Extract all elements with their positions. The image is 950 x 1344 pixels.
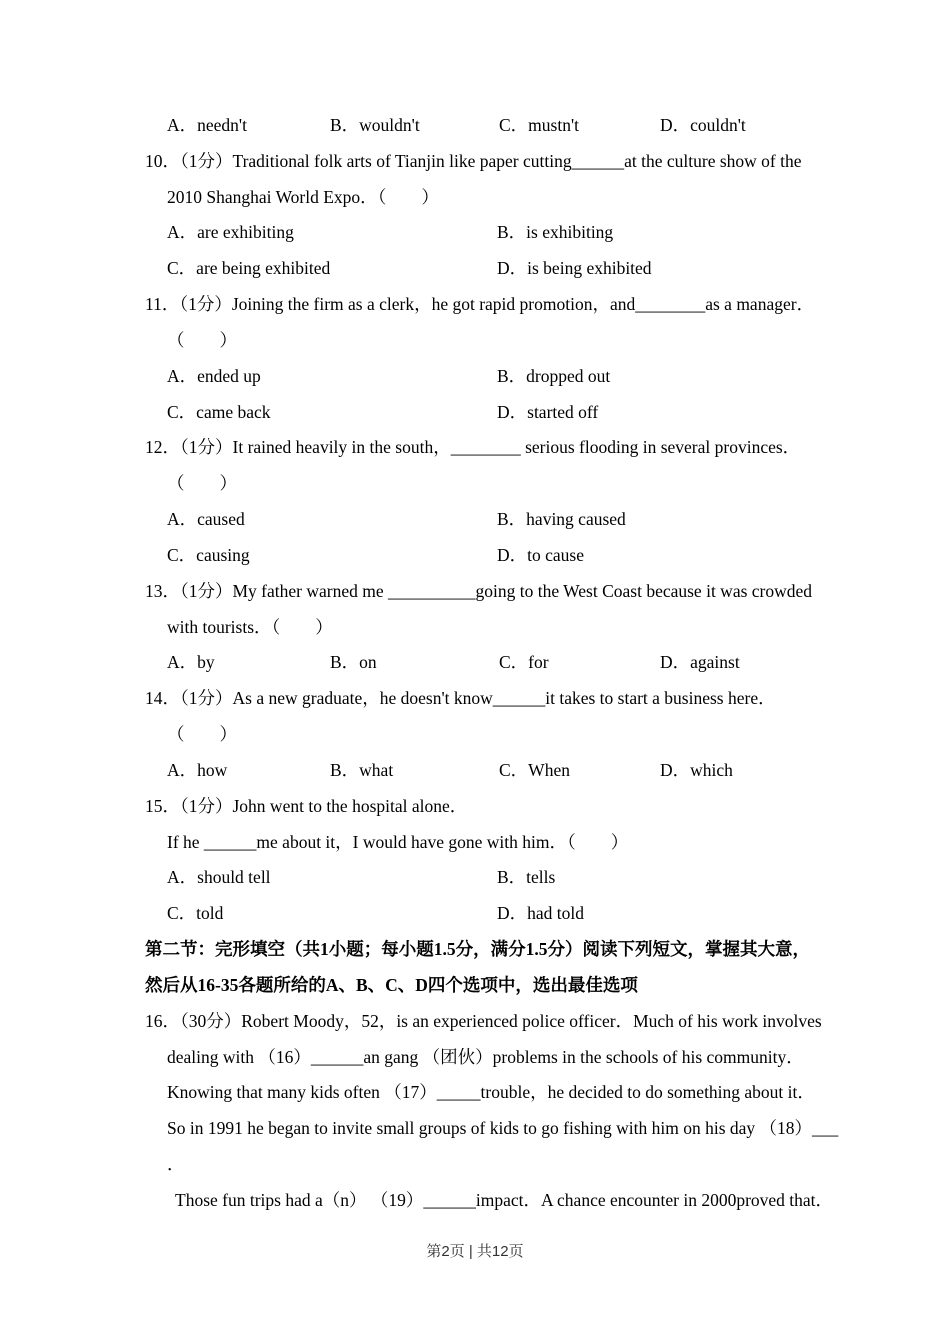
- question-text-line: 12．（1分）It rained heavily in the south，________ serious flooding in several provinces．: [145, 437, 801, 458]
- section-header-line: 然后从16-35各题所给的A、B、C、D四个选项中，选出最佳选项: [145, 974, 638, 995]
- answer-option: D．is being exhibited: [497, 258, 652, 279]
- question-text-line: （ ）: [167, 473, 237, 494]
- answer-option: B．on: [330, 652, 377, 673]
- answer-option: A．should tell: [167, 867, 271, 888]
- options-row: [0, 645, 950, 681]
- answer-option: C．causing: [167, 544, 250, 565]
- question-text-line: If he ______me about it，I would have gone with him．（ ）: [167, 831, 629, 852]
- question-text-line: Knowing that many kids often （17）_____trouble，he decided to do something about it．: [167, 1082, 815, 1103]
- answer-option: B．is exhibiting: [497, 222, 614, 243]
- question-text-line: So in 1991 he began to invite small groups of kids to go fishing with him on his day （18）___: [167, 1118, 839, 1139]
- answer-option: A．by: [167, 652, 215, 673]
- question-text-line: 2010 Shanghai World Expo．（ ）: [167, 186, 439, 207]
- answer-option: D．which: [660, 759, 733, 780]
- question-text-line: 16．（30分）Robert Moody，52，is an experienced police officer．Much of his work involves: [145, 1010, 822, 1031]
- answer-option: A．caused: [167, 509, 245, 530]
- answer-option: A．are exhibiting: [167, 222, 294, 243]
- options-row: [0, 860, 950, 896]
- answer-option: A．how: [167, 759, 228, 780]
- question-text-line: 11．（1分）Joining the firm as a clerk，he got rapid promotion，and________as a manager．: [145, 294, 815, 315]
- question-text-line: Those fun trips had a（n） （19）______impact．A chance encounter in 2000proved that．: [175, 1189, 834, 1210]
- question-text-line: 10．（1分）Traditional folk arts of Tianjin like paper cutting______at the culture show of the: [145, 150, 802, 171]
- answer-option: D．started off: [497, 401, 599, 422]
- answer-option: C．are being exhibited: [167, 258, 331, 279]
- question-text-line: （ ）: [167, 724, 237, 745]
- question-text-line: （ ）: [167, 329, 237, 350]
- options-row: [0, 502, 950, 538]
- options-row: [0, 753, 950, 789]
- answer-option: B．having caused: [497, 509, 626, 530]
- options-row: [0, 215, 950, 251]
- answer-option: C．told: [167, 903, 224, 924]
- section-header-line: 第二节：完形填空（共1小题；每小题1.5分，满分1.5分）阅读下列短文，掌握其大意，: [145, 939, 810, 960]
- answer-option: C．When: [499, 759, 570, 780]
- answer-option: B．tells: [497, 867, 556, 888]
- question-text-line: 13．（1分）My father warned me __________going to the West Coast because it was crowded: [145, 580, 813, 601]
- answer-option: D．against: [660, 652, 740, 673]
- options-row: [0, 896, 950, 932]
- answer-option: D．had told: [497, 903, 585, 924]
- answer-option: C．mustn't: [499, 115, 579, 135]
- question-text-line: dealing with （16）______an gang （团伙）problems in the schools of his community．: [167, 1046, 804, 1067]
- answer-option: B．dropped out: [497, 365, 611, 386]
- question-text-line: 15．（1分）John went to the hospital alone．: [145, 795, 468, 816]
- page-footer: [0, 1240, 950, 1264]
- answer-option: B．what: [330, 759, 394, 780]
- answer-option: C．came back: [167, 401, 271, 422]
- exam-content: [0, 108, 950, 1219]
- answer-option: D．couldn't: [660, 115, 746, 135]
- options-row: [0, 395, 950, 431]
- options-row: [0, 538, 950, 574]
- options-row: [0, 359, 950, 395]
- answer-option: C．for: [499, 652, 549, 673]
- question-text-line: with tourists．（ ）: [167, 616, 333, 637]
- answer-option: B．wouldn't: [330, 115, 420, 135]
- page-number: 第2页 | 共12页: [426, 1243, 524, 1260]
- options-row: [0, 251, 950, 287]
- answer-option: D．to cause: [497, 544, 584, 565]
- answer-option: A．needn't: [167, 115, 247, 135]
- question-text-line: 14．（1分）As a new graduate，he doesn't know______it takes to start a business here．: [145, 688, 776, 709]
- question-text-line: ．: [167, 1154, 185, 1175]
- answer-option: A．ended up: [167, 365, 261, 386]
- options-row: [0, 108, 950, 144]
